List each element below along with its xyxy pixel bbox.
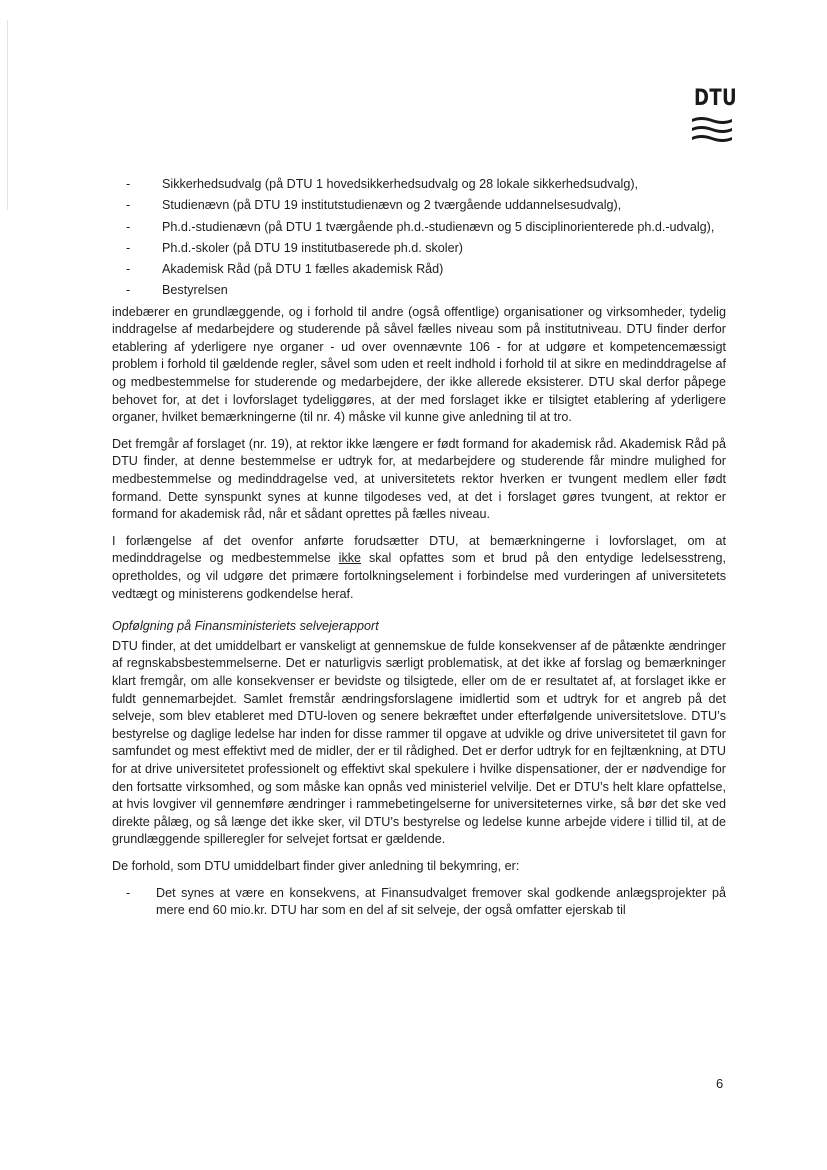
list-item: - Studienævn (på DTU 19 institutstudienævn og 2 tværgående uddannelsesudvalg), — [112, 197, 726, 215]
dtu-logo — [690, 86, 738, 144]
paragraph: DTU finder, at det umiddelbart er vanskeligt at gennemskue de fulde konsekvenser af de påtænkte ændringer af regnskabsbestemmelserne. Det er naturligvis særligt problematisk, at det ikke af forslag og bemærkninger klart fremgår, om alle konsekvenser er bevidste og tilsigtede, eller om de er resultatet af, at forslaget ikke er fuldt gennemarbejdet. Samlet fremstår ændringsforslagene imidlertid som et udtryk for et angreb på det selveje, som blev etableret med DTU-loven og senere bekræftet under efterfølgende universitetslove. DTU’s bestyrelse og daglige ledelse har inden for disse rammer til opgave at udvikle og drive universitetet til gavn for samfundet og mest effektivt med de midler, der er til rådighed. Det er derfor udtryk for en fejltænkning, at DTU for at drive universitetet professionelt og effektivt skal spekulere i hvilke dispensationer, der er nødvendige for den fortsatte virksomhed, og som måske kan opnås ved ministeriel velvilje. Det er DTU’s helt klare opfattelse, at hvis lovgiver vil gennemføre ændringer i rammebetingelserne for universiteternes virke, så bør det ske ved direkte pålæg, og så længe det ikke sker, vil DTU’s bestyrelse og ledelse kunne arbejde videre i tillid til, at de grundlæggende spilleregler for selvejet fortsat er gældende. — [112, 638, 726, 847]
logo-text: DTU — [693, 86, 738, 111]
dtu-waves-icon — [690, 114, 734, 144]
list-item: - Ph.d.-skoler (på DTU 19 institutbaserede ph.d. skoler) — [112, 240, 726, 258]
list-item: - Sikkerhedsudvalg (på DTU 1 hovedsikkerhedsudvalg og 28 lokale sikkerhedsudvalg), — [112, 176, 726, 194]
paragraph-text: skal opfattes som et brud på den entydige ledelsesstreng, opretholdes, og vil udgøre det primære fortolkningselement i forbindelse med vurderingen af universitetets vedtægt og ministerens godkendelse heraf. — [112, 551, 726, 601]
page-number: 6 — [716, 1076, 724, 1091]
paragraph — [112, 533, 726, 603]
underlined-word: ikke — [338, 551, 362, 566]
organ-list — [112, 176, 726, 300]
paragraph-text: I forlængelse af det ovenfor anførte forudsætter DTU, at bemærkningerne i lovforslaget, om at medinddragelse og medbestemmelse — [112, 533, 726, 566]
concern-list — [112, 885, 726, 920]
scan-edge — [7, 20, 8, 210]
section-heading: Opfølgning på Finansministeriets selvejerapport — [112, 619, 379, 634]
document-body — [112, 176, 726, 920]
paragraph: De forhold, som DTU umiddelbart finder giver anledning til bekymring, er: — [112, 858, 520, 873]
paragraph: indebærer en grundlæggende, og i forhold til andre (også offentlige) organisationer og virksomheder, tydelig inddragelse af medarbejdere og studerende på såvel fælles niveau som på institutniveau. DTU finder derfor etablering af yderligere nye organer - ud over ovennævnte 106 - for at udgøre et kompetencemæssigt problem i forhold til gældende regler, såvel som uden et reelt indhold i forhold til at sikre en medinddragelse af og medbestemmelse for studerende og medarbejdere, der ikke allerede eksisterer. DTU skal derfor påpege behovet for, at det i lovforslaget tydeliggøres, at der med forslaget ikke er tilsigtet etablering af yderligere organer, hvilket bemærkningerne (til nr. 4) måske vil kunne give anledning til at tro. — [112, 304, 726, 425]
list-item: - Ph.d.-studienævn (på DTU 1 tværgående ph.d.-studienævn og 5 disciplinorienterede ph.d.-udvalg), — [112, 219, 726, 237]
list-item: - Det synes at være en konsekvens, at Finansudvalget fremover skal godkende anlægsprojekter på mere end 60 mio.kr. DTU har som en del af sit selveje, der også omfatter ejerskab til — [112, 885, 726, 920]
paragraph: Det fremgår af forslaget (nr. 19), at rektor ikke længere er født formand for akademisk råd. Akademisk Råd på DTU finder, at denne bestemmelse er udtryk for, at medarbejdere og studerende får mindre mulighed for medbestemmelse og medinddragelse ved, at universitetets rektor hverken er tvungent medlem eller født formand. Dette synspunkt synes at kunne tilgodeses ved, at det i forslaget gøres tvungent, at rektor er formand for akademisk råd, når et sådant oprettes på fælles niveau. — [112, 436, 726, 522]
list-item: - Bestyrelsen — [112, 282, 726, 300]
list-item: - Akademisk Råd (på DTU 1 fælles akademisk Råd) — [112, 261, 726, 279]
